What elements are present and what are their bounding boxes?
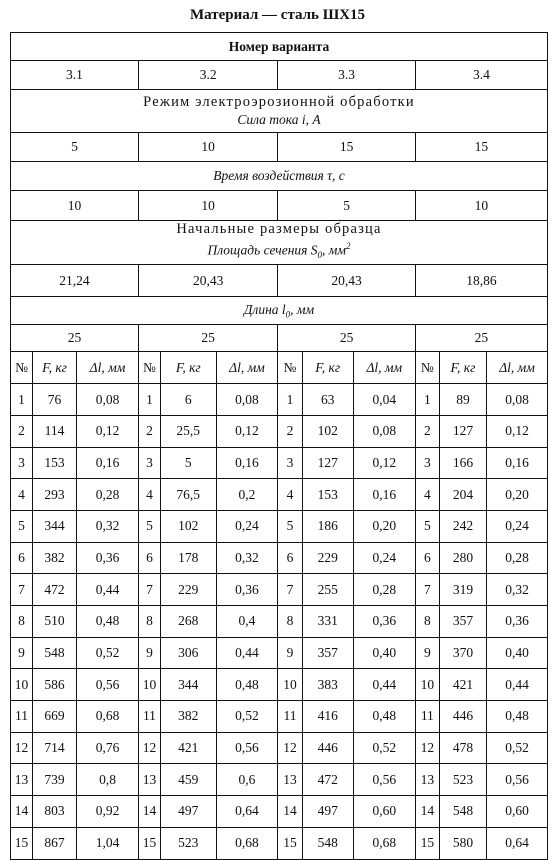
elongation-value: 0,24 <box>487 510 548 542</box>
elongation-value: 0,52 <box>77 637 139 669</box>
row-number: 6 <box>138 542 160 574</box>
row-number: 10 <box>11 669 33 701</box>
force-value: 6 <box>160 384 216 416</box>
row-number: 11 <box>138 701 160 733</box>
row-number: 14 <box>11 796 33 828</box>
elongation-value: 0,16 <box>487 447 548 479</box>
row-number: 15 <box>138 827 160 859</box>
force-value: 319 <box>439 574 486 606</box>
force-value: 344 <box>33 510 77 542</box>
elongation-value: 0,60 <box>487 796 548 828</box>
row-number: 15 <box>415 827 439 859</box>
table-row <box>11 732 548 764</box>
elongation-value: 0,32 <box>77 510 139 542</box>
time-label: Время воздействия τ, с <box>11 162 548 191</box>
area-row <box>11 265 548 297</box>
table-row <box>11 669 548 701</box>
row-number: 13 <box>415 764 439 796</box>
area-sub: 0 <box>317 250 323 261</box>
table-row <box>11 764 548 796</box>
force-value: 421 <box>439 669 486 701</box>
row-number: 9 <box>415 637 439 669</box>
col-header-d: Δl, мм <box>353 352 415 384</box>
current-row <box>11 133 548 162</box>
row-number: 14 <box>138 796 160 828</box>
elongation-value: 0,44 <box>216 637 278 669</box>
row-number: 7 <box>278 574 302 606</box>
current-cell: 15 <box>278 133 415 162</box>
force-value: 669 <box>33 701 77 733</box>
elongation-value: 0,12 <box>487 415 548 447</box>
table-row <box>11 542 548 574</box>
force-value: 25,5 <box>160 415 216 447</box>
row-number: 3 <box>11 447 33 479</box>
elongation-value: 0,52 <box>353 732 415 764</box>
force-value: 114 <box>33 415 77 447</box>
row-number: 7 <box>415 574 439 606</box>
current-label: Сила тока i, А <box>237 112 321 127</box>
row-number: 11 <box>278 701 302 733</box>
row-number: 6 <box>278 542 302 574</box>
col-header-n: № <box>11 352 33 384</box>
row-number: 13 <box>11 764 33 796</box>
time-cell: 10 <box>415 191 547 221</box>
elongation-value: 0,92 <box>77 796 139 828</box>
col-header-d: Δl, мм <box>487 352 548 384</box>
elongation-value: 0,16 <box>216 447 278 479</box>
elongation-value: 0,08 <box>216 384 278 416</box>
elongation-value: 0,12 <box>216 415 278 447</box>
elongation-value: 0,36 <box>353 606 415 638</box>
row-number: 9 <box>11 637 33 669</box>
elongation-value: 0,36 <box>77 542 139 574</box>
force-value: 153 <box>302 479 353 511</box>
time-cell: 5 <box>278 191 415 221</box>
elongation-value: 0,56 <box>216 732 278 764</box>
length-cell: 25 <box>415 325 547 352</box>
force-value: 739 <box>33 764 77 796</box>
force-value: 714 <box>33 732 77 764</box>
sizes-header: Начальные размеры образца <box>176 221 382 237</box>
force-value: 803 <box>33 796 77 828</box>
row-number: 3 <box>138 447 160 479</box>
force-value: 497 <box>160 796 216 828</box>
current-cell: 15 <box>415 133 547 162</box>
row-number: 4 <box>11 479 33 511</box>
elongation-value: 0,48 <box>487 701 548 733</box>
force-value: 229 <box>160 574 216 606</box>
row-number: 2 <box>278 415 302 447</box>
variant-cell: 3.1 <box>11 61 139 90</box>
elongation-value: 0,32 <box>487 574 548 606</box>
force-value: 421 <box>160 732 216 764</box>
elongation-value: 0,56 <box>353 764 415 796</box>
elongation-value: 0,36 <box>216 574 278 606</box>
elongation-value: 0,08 <box>353 415 415 447</box>
col-header-n: № <box>278 352 302 384</box>
row-number: 9 <box>278 637 302 669</box>
elongation-value: 0,44 <box>353 669 415 701</box>
force-value: 478 <box>439 732 486 764</box>
row-number: 10 <box>138 669 160 701</box>
area-unit: , мм <box>322 242 347 258</box>
force-value: 306 <box>160 637 216 669</box>
row-number: 11 <box>11 701 33 733</box>
force-value: 76,5 <box>160 479 216 511</box>
force-value: 370 <box>439 637 486 669</box>
force-value: 153 <box>33 447 77 479</box>
elongation-value: 0,08 <box>487 384 548 416</box>
row-number: 2 <box>138 415 160 447</box>
area-label-line <box>11 238 547 264</box>
force-value: 548 <box>439 796 486 828</box>
elongation-value: 0,52 <box>487 732 548 764</box>
area-label: Площадь сечения S <box>207 242 318 258</box>
elongation-value: 0,16 <box>353 479 415 511</box>
elongation-value: 0,40 <box>353 637 415 669</box>
table-row <box>11 574 548 606</box>
row-number: 15 <box>11 827 33 859</box>
mode-header-cell <box>11 90 548 133</box>
force-value: 178 <box>160 542 216 574</box>
row-number: 6 <box>11 542 33 574</box>
force-value: 166 <box>439 447 486 479</box>
time-row <box>11 191 548 221</box>
force-value: 510 <box>33 606 77 638</box>
elongation-value: 0,16 <box>77 447 139 479</box>
table-row <box>11 384 548 416</box>
elongation-value: 0,4 <box>216 606 278 638</box>
elongation-value: 0,68 <box>77 701 139 733</box>
table-row <box>11 637 548 669</box>
elongation-value: 0,56 <box>77 669 139 701</box>
elongation-value: 0,12 <box>353 447 415 479</box>
time-cell: 10 <box>138 191 277 221</box>
row-number: 5 <box>415 510 439 542</box>
force-value: 242 <box>439 510 486 542</box>
current-cell: 10 <box>138 133 277 162</box>
area-cell: 18,86 <box>415 265 547 297</box>
elongation-value: 0,68 <box>216 827 278 859</box>
row-number: 9 <box>138 637 160 669</box>
current-cell: 5 <box>11 133 139 162</box>
col-header-f: F, кг <box>439 352 486 384</box>
elongation-value: 0,08 <box>77 384 139 416</box>
variant-cell: 3.4 <box>415 61 547 90</box>
force-value: 523 <box>160 827 216 859</box>
table-row <box>11 415 548 447</box>
elongation-value: 0,64 <box>487 827 548 859</box>
row-number: 8 <box>278 606 302 638</box>
elongation-value: 0,24 <box>216 510 278 542</box>
force-value: 446 <box>439 701 486 733</box>
elongation-value: 0,56 <box>487 764 548 796</box>
area-cell: 21,24 <box>11 265 139 297</box>
force-value: 63 <box>302 384 353 416</box>
elongation-value: 0,52 <box>216 701 278 733</box>
area-cell: 20,43 <box>278 265 415 297</box>
table-row <box>11 510 548 542</box>
force-value: 580 <box>439 827 486 859</box>
col-header-d: Δl, мм <box>77 352 139 384</box>
col-header-f: F, кг <box>302 352 353 384</box>
elongation-value: 0,60 <box>353 796 415 828</box>
row-number: 5 <box>138 510 160 542</box>
force-value: 268 <box>160 606 216 638</box>
elongation-value: 0,8 <box>77 764 139 796</box>
elongation-value: 0,64 <box>216 796 278 828</box>
row-number: 12 <box>415 732 439 764</box>
elongation-value: 0,28 <box>487 542 548 574</box>
elongation-value: 0,48 <box>216 669 278 701</box>
row-number: 6 <box>415 542 439 574</box>
variant-cell: 3.3 <box>278 61 415 90</box>
force-value: 255 <box>302 574 353 606</box>
row-number: 13 <box>278 764 302 796</box>
row-number: 4 <box>278 479 302 511</box>
force-value: 357 <box>302 637 353 669</box>
length-cell: 25 <box>138 325 277 352</box>
length-cell: 25 <box>11 325 139 352</box>
row-number: 1 <box>415 384 439 416</box>
elongation-value: 0,76 <box>77 732 139 764</box>
row-number: 5 <box>11 510 33 542</box>
area-sup: 2 <box>346 241 351 251</box>
force-value: 127 <box>302 447 353 479</box>
force-value: 383 <box>302 669 353 701</box>
row-number: 8 <box>11 606 33 638</box>
row-number: 8 <box>415 606 439 638</box>
force-value: 102 <box>302 415 353 447</box>
elongation-value: 0,44 <box>77 574 139 606</box>
force-value: 548 <box>33 637 77 669</box>
row-number: 1 <box>278 384 302 416</box>
elongation-value: 0,24 <box>353 542 415 574</box>
force-value: 89 <box>439 384 486 416</box>
row-number: 8 <box>138 606 160 638</box>
area-cell: 20,43 <box>138 265 277 297</box>
mode-header: Режим электроэрозионной обработки <box>143 94 415 110</box>
row-number: 12 <box>11 732 33 764</box>
elongation-value: 0,40 <box>487 637 548 669</box>
force-value: 293 <box>33 479 77 511</box>
col-header-n: № <box>138 352 160 384</box>
table-row <box>11 447 548 479</box>
row-number: 5 <box>278 510 302 542</box>
data-rows <box>11 384 548 859</box>
elongation-value: 0,6 <box>216 764 278 796</box>
length-label: Длина l <box>243 301 286 317</box>
time-cell: 10 <box>11 191 139 221</box>
elongation-value: 0,28 <box>77 479 139 511</box>
length-unit: , мм <box>290 301 315 317</box>
page-title: Материал — сталь ШХ15 <box>189 7 366 23</box>
length-cell: 25 <box>278 325 415 352</box>
variant-row <box>11 61 548 90</box>
variant-header: Номер варианта <box>11 33 548 61</box>
elongation-value: 0,68 <box>353 827 415 859</box>
col-header-d: Δl, мм <box>216 352 278 384</box>
variant-cell: 3.2 <box>138 61 277 90</box>
data-table <box>10 32 548 860</box>
row-number: 3 <box>278 447 302 479</box>
force-value: 280 <box>439 542 486 574</box>
force-value: 867 <box>33 827 77 859</box>
elongation-value: 0,12 <box>77 415 139 447</box>
force-value: 186 <box>302 510 353 542</box>
row-number: 11 <box>415 701 439 733</box>
row-number: 14 <box>415 796 439 828</box>
force-value: 229 <box>302 542 353 574</box>
row-number: 2 <box>11 415 33 447</box>
row-number: 7 <box>138 574 160 606</box>
row-number: 4 <box>138 479 160 511</box>
force-value: 586 <box>33 669 77 701</box>
elongation-value: 0,20 <box>487 479 548 511</box>
row-number: 13 <box>138 764 160 796</box>
force-value: 344 <box>160 669 216 701</box>
elongation-value: 0,2 <box>216 479 278 511</box>
row-number: 10 <box>278 669 302 701</box>
force-value: 76 <box>33 384 77 416</box>
row-number: 1 <box>138 384 160 416</box>
row-number: 2 <box>415 415 439 447</box>
table-row <box>11 827 548 859</box>
force-value: 446 <box>302 732 353 764</box>
force-value: 102 <box>160 510 216 542</box>
elongation-value: 0,36 <box>487 606 548 638</box>
force-value: 127 <box>439 415 486 447</box>
row-number: 15 <box>278 827 302 859</box>
elongation-value: 0,44 <box>487 669 548 701</box>
force-value: 5 <box>160 447 216 479</box>
elongation-value: 0,20 <box>353 510 415 542</box>
length-label-cell <box>11 297 548 325</box>
elongation-value: 1,04 <box>77 827 139 859</box>
elongation-value: 0,04 <box>353 384 415 416</box>
table-row <box>11 701 548 733</box>
row-number: 3 <box>415 447 439 479</box>
force-value: 459 <box>160 764 216 796</box>
row-number: 4 <box>415 479 439 511</box>
force-value: 497 <box>302 796 353 828</box>
length-sub: 0 <box>285 309 291 320</box>
column-header-row <box>11 352 548 384</box>
table-row <box>11 479 548 511</box>
force-value: 382 <box>33 542 77 574</box>
force-value: 472 <box>33 574 77 606</box>
force-value: 548 <box>302 827 353 859</box>
sizes-header-cell <box>11 221 548 265</box>
table-row <box>11 796 548 828</box>
row-number: 7 <box>11 574 33 606</box>
force-value: 382 <box>160 701 216 733</box>
row-number: 14 <box>278 796 302 828</box>
row-number: 1 <box>11 384 33 416</box>
force-value: 472 <box>302 764 353 796</box>
row-number: 10 <box>415 669 439 701</box>
elongation-value: 0,28 <box>353 574 415 606</box>
col-header-f: F, кг <box>33 352 77 384</box>
row-number: 12 <box>278 732 302 764</box>
elongation-value: 0,32 <box>216 542 278 574</box>
col-header-n: № <box>415 352 439 384</box>
force-value: 523 <box>439 764 486 796</box>
col-header-f: F, кг <box>160 352 216 384</box>
table-row <box>11 606 548 638</box>
length-row <box>11 325 548 352</box>
elongation-value: 0,48 <box>353 701 415 733</box>
force-value: 204 <box>439 479 486 511</box>
force-value: 331 <box>302 606 353 638</box>
row-number: 12 <box>138 732 160 764</box>
force-value: 357 <box>439 606 486 638</box>
force-value: 416 <box>302 701 353 733</box>
elongation-value: 0,48 <box>77 606 139 638</box>
